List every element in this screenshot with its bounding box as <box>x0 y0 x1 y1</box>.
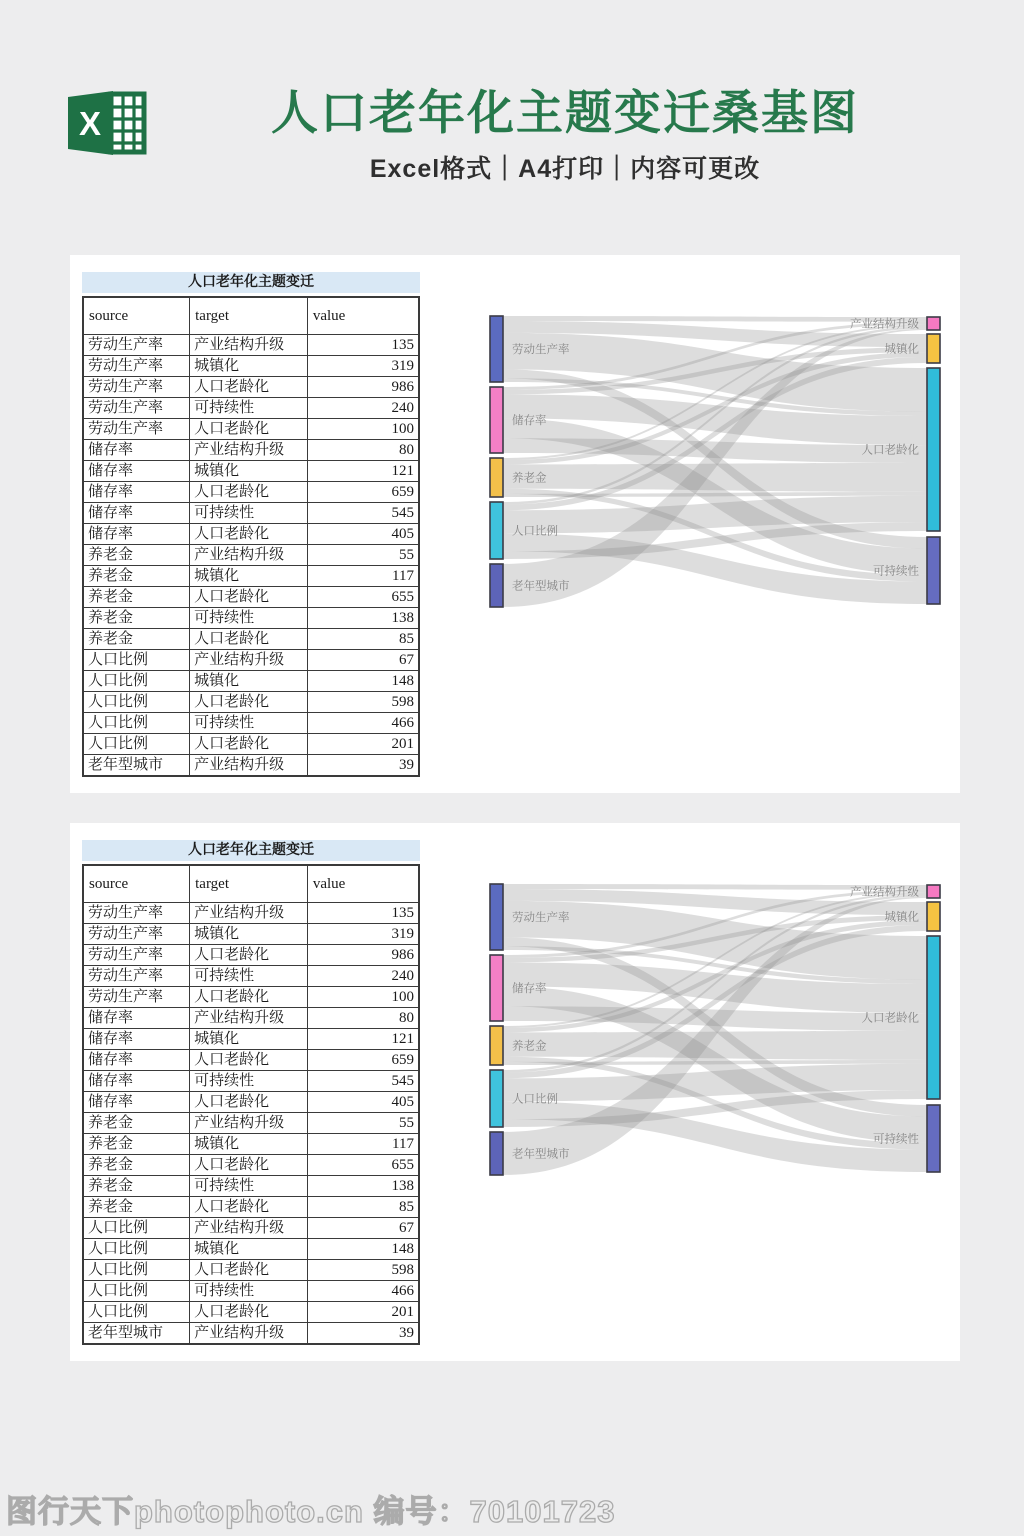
table-row <box>83 1197 419 1218</box>
cell-value: 135 <box>307 903 419 924</box>
table-row <box>83 1113 419 1134</box>
cell-value: 100 <box>307 987 419 1008</box>
table-row <box>83 524 419 545</box>
data-table <box>82 272 420 777</box>
cell-target: 人口老龄化 <box>190 1155 308 1176</box>
sankey-chart <box>482 300 948 612</box>
cell-value: 138 <box>307 608 419 629</box>
cell-target: 城镇化 <box>190 461 308 482</box>
cell-value: 67 <box>307 650 419 671</box>
table-header-row <box>83 297 419 335</box>
table-row <box>83 566 419 587</box>
table-row <box>83 482 419 503</box>
preview-sheet-2 <box>70 823 960 1361</box>
cell-value: 240 <box>307 966 419 987</box>
sankey-node-label: 人口老龄化 <box>861 1012 919 1025</box>
table-row <box>83 356 419 377</box>
cell-value: 67 <box>307 1218 419 1239</box>
cell-value: 659 <box>307 1050 419 1071</box>
cell-source: 劳动生产率 <box>83 398 190 419</box>
cell-source: 养老金 <box>83 1176 190 1197</box>
cell-target: 人口老龄化 <box>190 1050 308 1071</box>
table-row <box>83 1029 419 1050</box>
cell-target: 人口老龄化 <box>190 1260 308 1281</box>
cell-target: 产业结构升级 <box>190 755 308 777</box>
column-header-value: value <box>307 865 419 903</box>
table-row <box>83 1050 419 1071</box>
cell-source: 储存率 <box>83 524 190 545</box>
table-row <box>83 1155 419 1176</box>
cell-source: 人口比例 <box>83 650 190 671</box>
cell-value: 240 <box>307 398 419 419</box>
sankey-node <box>490 884 503 950</box>
cell-target: 城镇化 <box>190 1029 308 1050</box>
cell-value: 466 <box>307 1281 419 1302</box>
sankey-node <box>490 955 503 1021</box>
excel-logo-letter: X <box>78 105 102 142</box>
table-row <box>83 903 419 924</box>
table-row <box>83 629 419 650</box>
table-row <box>83 734 419 755</box>
sankey-node <box>927 902 940 931</box>
table-row <box>83 419 419 440</box>
cell-source: 养老金 <box>83 1197 190 1218</box>
sankey-node <box>927 885 940 898</box>
sankey-node-label: 储存率 <box>512 415 547 427</box>
column-header-value: value <box>307 297 419 335</box>
sankey-node-label: 可持续性 <box>873 565 919 578</box>
cell-source: 劳动生产率 <box>83 335 190 356</box>
cell-value: 986 <box>307 377 419 398</box>
cell-source: 储存率 <box>83 1029 190 1050</box>
table-row <box>83 1218 419 1239</box>
cell-target: 人口老龄化 <box>190 1302 308 1323</box>
cell-source: 养老金 <box>83 1155 190 1176</box>
table-row <box>83 650 419 671</box>
sankey-node-label: 产业结构升级 <box>850 318 919 331</box>
excel-logo <box>66 90 148 156</box>
cell-target: 可持续性 <box>190 608 308 629</box>
cell-source: 人口比例 <box>83 734 190 755</box>
table-row <box>83 671 419 692</box>
cell-value: 39 <box>307 755 419 777</box>
table-row <box>83 608 419 629</box>
cell-source: 养老金 <box>83 566 190 587</box>
cell-value: 655 <box>307 587 419 608</box>
cell-target: 产业结构升级 <box>190 1323 308 1345</box>
cell-target: 城镇化 <box>190 356 308 377</box>
column-header-target: target <box>190 297 308 335</box>
cell-source: 劳动生产率 <box>83 377 190 398</box>
cell-source: 养老金 <box>83 545 190 566</box>
sankey-node <box>927 936 940 1099</box>
table-header-row <box>83 865 419 903</box>
table-title: 人口老年化主题变迁 <box>82 840 420 861</box>
cell-value: 545 <box>307 1071 419 1092</box>
sankey-node-label: 劳动生产率 <box>512 344 570 356</box>
sankey-node-label: 养老金 <box>512 1040 547 1053</box>
page-title: 人口老年化主题变迁桑基图 <box>271 86 859 139</box>
cell-value: 85 <box>307 1197 419 1218</box>
cell-target: 产业结构升级 <box>190 903 308 924</box>
sankey-node-label: 养老金 <box>512 472 547 485</box>
cell-value: 117 <box>307 1134 419 1155</box>
table-row <box>83 1092 419 1113</box>
table-row <box>83 503 419 524</box>
sankey-node <box>927 334 940 363</box>
sankey-node-label: 储存率 <box>512 983 547 995</box>
table-row <box>83 945 419 966</box>
cell-target: 产业结构升级 <box>190 1008 308 1029</box>
cell-value: 986 <box>307 945 419 966</box>
table-row <box>83 755 419 777</box>
cell-target: 可持续性 <box>190 1176 308 1197</box>
cell-value: 55 <box>307 1113 419 1134</box>
cell-target: 可持续性 <box>190 398 308 419</box>
cell-target: 人口老龄化 <box>190 734 308 755</box>
sankey-node-label: 人口老龄化 <box>861 444 919 457</box>
excel-icon <box>66 90 148 156</box>
cell-source: 劳动生产率 <box>83 356 190 377</box>
sankey-node <box>927 317 940 330</box>
cell-source: 储存率 <box>83 1008 190 1029</box>
table-row <box>83 587 419 608</box>
cell-value: 39 <box>307 1323 419 1345</box>
cell-source: 老年型城市 <box>83 755 190 777</box>
cell-target: 可持续性 <box>190 1281 308 1302</box>
table-row <box>83 1323 419 1345</box>
cell-target: 城镇化 <box>190 924 308 945</box>
cell-target: 人口老龄化 <box>190 1092 308 1113</box>
sankey-node-label: 城镇化 <box>884 911 919 924</box>
cell-source: 劳动生产率 <box>83 945 190 966</box>
cell-value: 405 <box>307 524 419 545</box>
sankey-node <box>490 458 503 497</box>
cell-source: 储存率 <box>83 440 190 461</box>
sankey-node-label: 可持续性 <box>873 1133 919 1146</box>
cell-value: 319 <box>307 356 419 377</box>
table-row <box>83 1071 419 1092</box>
cell-value: 598 <box>307 1260 419 1281</box>
sankey-node-label: 人口比例 <box>512 1093 558 1106</box>
cell-value: 148 <box>307 671 419 692</box>
table-row <box>83 1302 419 1323</box>
cell-value: 655 <box>307 1155 419 1176</box>
table-row <box>83 692 419 713</box>
sankey-node <box>927 537 940 604</box>
table-row <box>83 377 419 398</box>
table-row <box>83 398 419 419</box>
cell-value: 659 <box>307 482 419 503</box>
cell-target: 可持续性 <box>190 713 308 734</box>
table-row <box>83 966 419 987</box>
cell-value: 148 <box>307 1239 419 1260</box>
data-table <box>82 840 420 1345</box>
sankey-node <box>490 1026 503 1065</box>
watermark: 图行天下photophoto.cn 编号：70101723 <box>6 1494 616 1529</box>
cell-target: 人口老龄化 <box>190 482 308 503</box>
cell-target: 人口老龄化 <box>190 987 308 1008</box>
table-row <box>83 335 419 356</box>
cell-source: 储存率 <box>83 1071 190 1092</box>
cell-target: 人口老龄化 <box>190 945 308 966</box>
cell-target: 人口老龄化 <box>190 524 308 545</box>
source-target-value-table <box>82 296 420 777</box>
cell-source: 养老金 <box>83 1113 190 1134</box>
cell-source: 储存率 <box>83 461 190 482</box>
cell-source: 养老金 <box>83 608 190 629</box>
sankey-node-label: 人口比例 <box>512 525 558 538</box>
sankey-node-label: 老年型城市 <box>512 580 570 593</box>
cell-value: 598 <box>307 692 419 713</box>
cell-target: 人口老龄化 <box>190 692 308 713</box>
table-row <box>83 1176 419 1197</box>
cell-target: 人口老龄化 <box>190 587 308 608</box>
cell-value: 100 <box>307 419 419 440</box>
cell-source: 劳动生产率 <box>83 903 190 924</box>
cell-source: 人口比例 <box>83 671 190 692</box>
cell-value: 405 <box>307 1092 419 1113</box>
sankey-node <box>927 368 940 531</box>
table-row <box>83 1134 419 1155</box>
preview-sheet-1 <box>70 255 960 793</box>
cell-source: 人口比例 <box>83 1260 190 1281</box>
cell-source: 储存率 <box>83 1092 190 1113</box>
sankey-node-label: 产业结构升级 <box>850 886 919 899</box>
cell-source: 人口比例 <box>83 1302 190 1323</box>
table-row <box>83 713 419 734</box>
cell-source: 劳动生产率 <box>83 924 190 945</box>
cell-value: 80 <box>307 1008 419 1029</box>
cell-value: 121 <box>307 461 419 482</box>
cell-value: 201 <box>307 1302 419 1323</box>
table-row <box>83 924 419 945</box>
column-header-target: target <box>190 865 308 903</box>
sankey-node <box>490 502 503 559</box>
cell-value: 117 <box>307 566 419 587</box>
cell-value: 80 <box>307 440 419 461</box>
cell-source: 储存率 <box>83 503 190 524</box>
table-row <box>83 440 419 461</box>
cell-target: 产业结构升级 <box>190 545 308 566</box>
cell-target: 产业结构升级 <box>190 1218 308 1239</box>
cell-source: 人口比例 <box>83 692 190 713</box>
table-row <box>83 461 419 482</box>
table-row <box>83 1281 419 1302</box>
cell-value: 85 <box>307 629 419 650</box>
cell-source: 老年型城市 <box>83 1323 190 1345</box>
cell-target: 可持续性 <box>190 1071 308 1092</box>
sankey-node <box>927 1105 940 1172</box>
table-title: 人口老年化主题变迁 <box>82 272 420 293</box>
cell-target: 产业结构升级 <box>190 440 308 461</box>
sankey-node <box>490 1070 503 1127</box>
table-row <box>83 545 419 566</box>
sankey-node <box>490 316 503 382</box>
table-row <box>83 1008 419 1029</box>
cell-value: 319 <box>307 924 419 945</box>
cell-value: 135 <box>307 335 419 356</box>
sankey-node-label: 城镇化 <box>884 343 919 356</box>
cell-value: 201 <box>307 734 419 755</box>
cell-source: 劳动生产率 <box>83 966 190 987</box>
cell-source: 人口比例 <box>83 713 190 734</box>
cell-target: 城镇化 <box>190 1134 308 1155</box>
cell-target: 城镇化 <box>190 1239 308 1260</box>
cell-source: 储存率 <box>83 1050 190 1071</box>
sankey-chart <box>482 868 948 1180</box>
cell-target: 人口老龄化 <box>190 377 308 398</box>
cell-value: 138 <box>307 1176 419 1197</box>
column-header-source: source <box>83 297 190 335</box>
source-target-value-table <box>82 864 420 1345</box>
cell-source: 人口比例 <box>83 1239 190 1260</box>
cell-value: 121 <box>307 1029 419 1050</box>
cell-value: 545 <box>307 503 419 524</box>
cell-source: 养老金 <box>83 587 190 608</box>
table-row <box>83 1239 419 1260</box>
sankey-node <box>490 564 503 607</box>
cell-source: 养老金 <box>83 1134 190 1155</box>
cell-source: 储存率 <box>83 482 190 503</box>
sankey-node <box>490 1132 503 1175</box>
cell-value: 55 <box>307 545 419 566</box>
cell-source: 人口比例 <box>83 1281 190 1302</box>
sankey-node-label: 劳动生产率 <box>512 912 570 924</box>
table-row <box>83 987 419 1008</box>
cell-source: 人口比例 <box>83 1218 190 1239</box>
cell-target: 城镇化 <box>190 566 308 587</box>
cell-target: 人口老龄化 <box>190 419 308 440</box>
page-subtitle: Excel格式｜A4打印｜内容可更改 <box>369 155 761 184</box>
cell-target: 人口老龄化 <box>190 629 308 650</box>
table-row <box>83 1260 419 1281</box>
column-header-source: source <box>83 865 190 903</box>
sankey-node <box>490 387 503 453</box>
cell-target: 可持续性 <box>190 966 308 987</box>
cell-target: 城镇化 <box>190 671 308 692</box>
cell-value: 466 <box>307 713 419 734</box>
cell-source: 养老金 <box>83 629 190 650</box>
cell-source: 劳动生产率 <box>83 987 190 1008</box>
sankey-node-label: 老年型城市 <box>512 1148 570 1161</box>
cell-target: 人口老龄化 <box>190 1197 308 1218</box>
cell-target: 产业结构升级 <box>190 650 308 671</box>
header <box>150 86 980 185</box>
cell-target: 可持续性 <box>190 503 308 524</box>
cell-target: 产业结构升级 <box>190 1113 308 1134</box>
cell-source: 劳动生产率 <box>83 419 190 440</box>
cell-target: 产业结构升级 <box>190 335 308 356</box>
